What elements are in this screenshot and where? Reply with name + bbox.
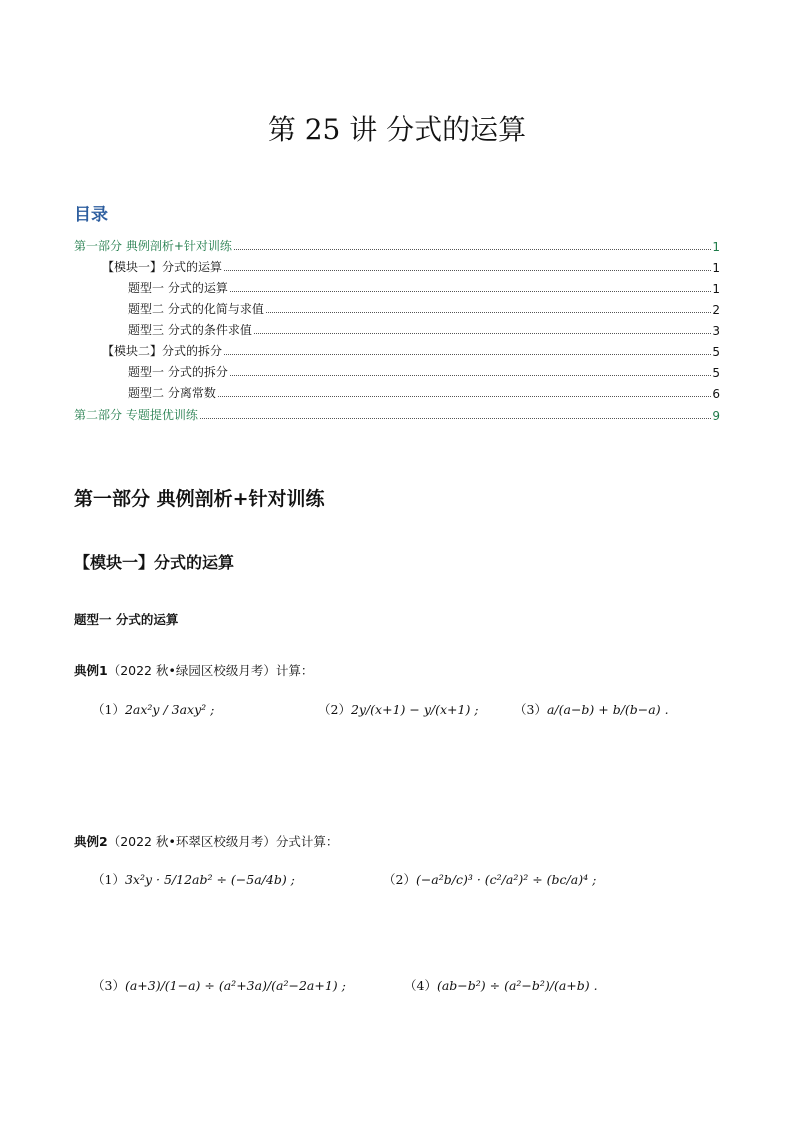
example1-problem-2 <box>318 700 479 718</box>
toc-item-module2[interactable] <box>102 341 720 359</box>
example2-problem-1 <box>92 870 295 888</box>
problem-number: （2） <box>318 702 351 717</box>
toc-item-module2-type1[interactable] <box>128 362 720 380</box>
toc-leader <box>230 375 712 376</box>
toc-leader <box>224 270 711 271</box>
toc-item-label: 题型一 分式的拆分 <box>128 365 228 379</box>
problem-expression: 2ax²y / 3axy² ; <box>124 702 215 717</box>
toc-page-number: 2 <box>712 303 720 317</box>
toc-item-part2[interactable] <box>74 405 720 423</box>
toc-item-label: 第二部分 专题提优训练 <box>74 408 198 422</box>
example2-problem-4 <box>404 976 598 994</box>
problem-number: （1） <box>92 872 125 887</box>
toc-leader <box>254 333 712 334</box>
toc-leader <box>224 354 711 355</box>
toc-page-number: 3 <box>712 324 720 338</box>
toc-item-type2[interactable] <box>128 299 720 317</box>
example-label: 典例2 <box>74 834 108 849</box>
problem-expression: (−a²b/c)³ · (c²/a²)² ÷ (bc/a)⁴ ; <box>415 872 597 887</box>
toc-item-label: 题型二 分离常数 <box>128 386 216 400</box>
example1-header <box>74 661 313 679</box>
toc-item-label: 第一部分 典例剖析+针对训练 <box>74 239 232 253</box>
problem-expression: 3x²y · 5/12ab² ÷ (−5a/4b) ; <box>124 872 295 887</box>
toc-page-number: 1 <box>712 240 720 254</box>
toc-item-label: 【模块一】分式的运算 <box>102 260 223 274</box>
toc-page-number: 9 <box>712 409 720 423</box>
example2-header <box>74 832 338 850</box>
problem-number: （1） <box>92 702 125 717</box>
type-heading: 题型一 分式的运算 <box>74 612 179 627</box>
toc-page-number: 1 <box>712 282 720 296</box>
problem-expression: (ab−b²) ÷ (a²−b²)/(a+b) . <box>436 978 598 993</box>
problem-expression: 2y/(x+1) − y/(x+1) ; <box>350 702 479 717</box>
toc-item-label: 题型二 分式的化简与求值 <box>128 302 264 316</box>
toc-leader <box>218 396 712 397</box>
toc-leader <box>266 312 712 313</box>
example1-problem-1 <box>92 700 214 718</box>
problem-number: （4） <box>404 978 437 993</box>
problem-expression: (a+3)/(1−a) ÷ (a²+3a)/(a²−2a+1) ; <box>124 978 346 993</box>
toc-page-number: 6 <box>712 387 720 401</box>
section-heading-part1: 第一部分 典例剖析+针对训练 <box>74 488 325 510</box>
toc-page-number: 5 <box>712 345 720 359</box>
toc-heading: 目录 <box>74 205 108 225</box>
example2-problem-2 <box>383 870 596 888</box>
toc-item-type1[interactable] <box>128 278 720 296</box>
problem-number: （3） <box>92 978 125 993</box>
toc-item-module1[interactable] <box>102 257 720 275</box>
toc-leader <box>230 291 712 292</box>
page-title: 第 25 讲 分式的运算 <box>267 113 527 146</box>
toc-item-module2-type2[interactable] <box>128 383 720 401</box>
example1-problem-3 <box>514 700 669 718</box>
toc-page-number: 1 <box>712 261 720 275</box>
example-source: （2022 秋•环翠区校级月考）分式计算： <box>107 834 339 849</box>
example2-problem-3 <box>92 976 346 994</box>
toc-item-part1[interactable] <box>74 236 720 254</box>
toc-item-label: 题型三 分式的条件求值 <box>128 323 252 337</box>
toc-item-type3[interactable] <box>128 320 720 338</box>
problem-number: （3） <box>514 702 547 717</box>
toc-leader <box>234 249 711 250</box>
toc-page-number: 5 <box>712 366 720 380</box>
problem-number: （2） <box>383 872 416 887</box>
toc-item-label: 题型一 分式的运算 <box>128 281 228 295</box>
example-label: 典例1 <box>74 663 108 678</box>
toc-leader <box>200 418 712 419</box>
problem-expression: a/(a−b) + b/(b−a) . <box>546 702 669 717</box>
module-heading: 【模块一】分式的运算 <box>74 553 235 572</box>
example-source: （2022 秋•绿园区校级月考）计算： <box>107 663 314 678</box>
toc-item-label: 【模块二】分式的拆分 <box>102 344 223 358</box>
